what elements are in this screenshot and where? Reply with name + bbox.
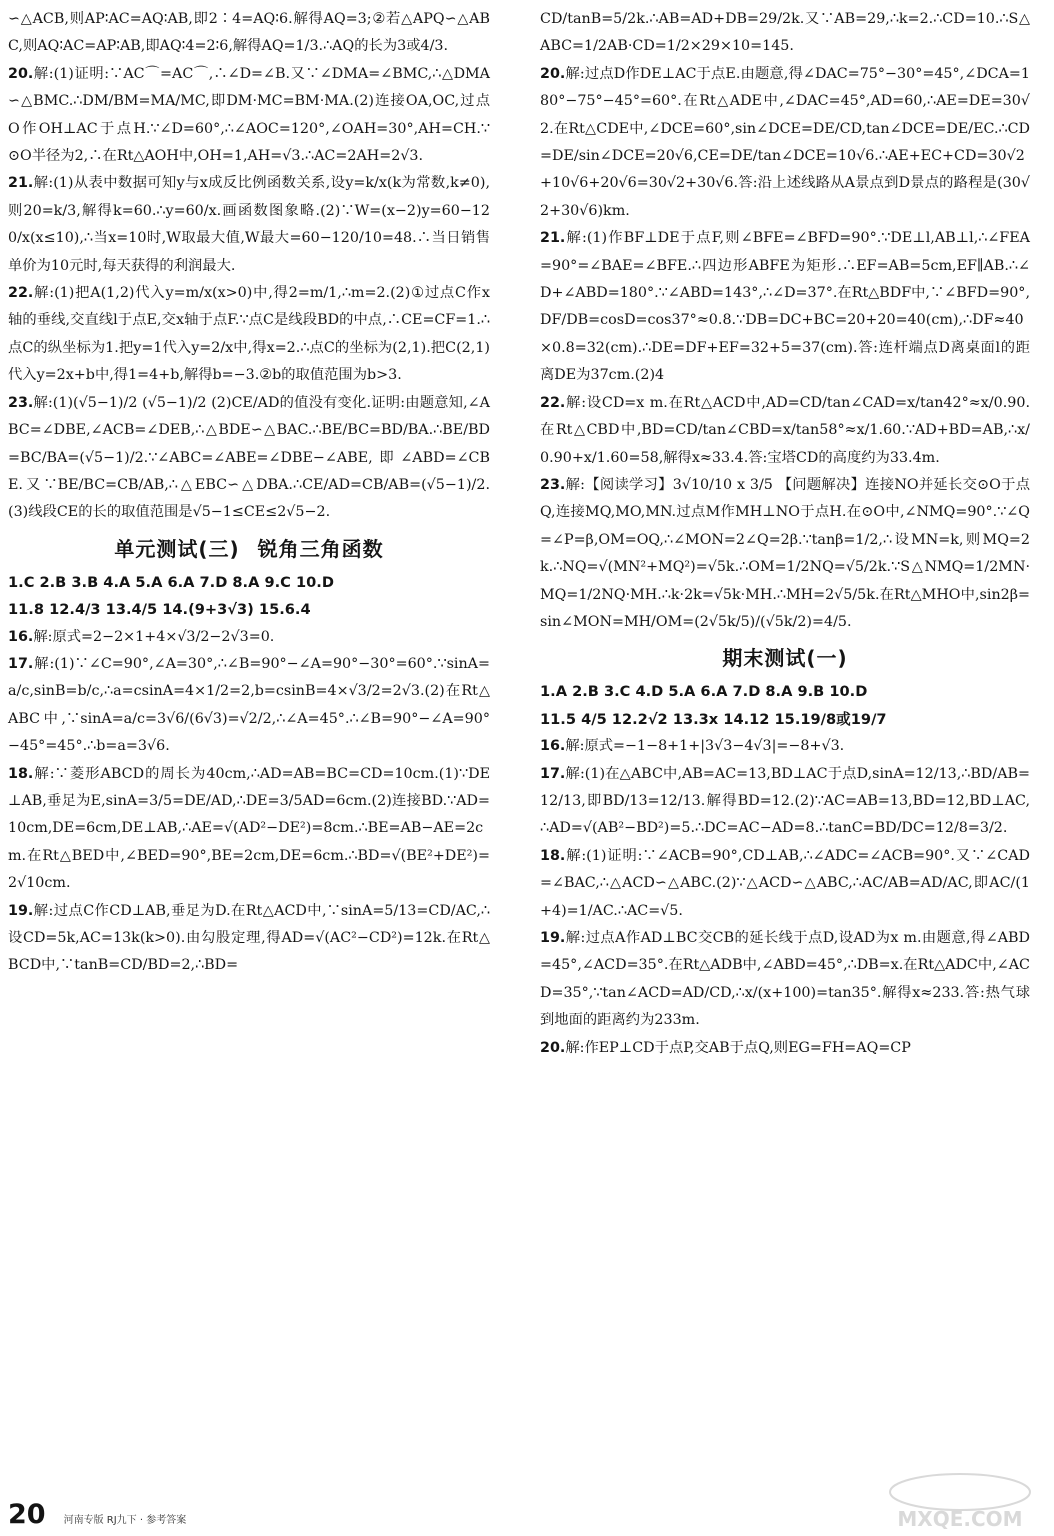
answer-paragraph — [8, 280, 490, 390]
question-number: 16. — [8, 628, 34, 645]
paragraph-text: 解:(1)证明:∵AC⌒=AC⌒,∴∠D=∠B.又∵∠DMA=∠BMC,∴△DMA∽△BMC.∴DM/BM=MA/MC,即DM·MC=BM·MA.(2)连接OA,OC,过点O作OH⊥AC于点H.∵∠D=60°,∴∠AOC=120°,∠OAH=30°,AH=CH.∵⊙O半径为2,∴在Rt△AOH中,OH=1,AH=√3.∴AC=2AH=2√3. — [8, 65, 490, 165]
answer-paragraph — [540, 733, 1030, 760]
watermark-text: MXQE.COM — [897, 1507, 1023, 1531]
answer-paragraph — [540, 925, 1030, 1035]
choice-answers-line: 1.A 2.B 3.C 4.D 5.A 6.A 7.D 8.A 9.B 10.D — [540, 683, 868, 701]
section-subtitle: 锐角三角函数 — [257, 536, 384, 561]
paragraph-text: CD/tanB=5/2k.∴AB=AD+DB=29/2k.又∵AB=29,∴k=2.∴CD=10.∴S△ABC=1/2AB·CD=1/2×29×10=145. — [540, 11, 1030, 55]
question-number: 20. — [540, 65, 566, 82]
answer-paragraph — [540, 472, 1030, 636]
question-number: 19. — [8, 902, 34, 919]
question-number: 20. — [8, 65, 34, 82]
paragraph-text: 解:原式=−1−8+1+|3√3−4√3|=−8+√3. — [565, 738, 845, 755]
fill-answers-line: 11.8 12.4/3 13.4/5 14.(9+3√3) 15.6.4 — [8, 601, 311, 619]
paragraph-text: 解:(1)在△ABC中,AB=AC=13,BD⊥AC于点D,sinA=12/13,∴BD/AB=12/13,即BD/13=12/13.解得BD=12.(2)∵AC=AB=13,BD=12,BD⊥AC,∴AD=√(AB²−BD²)=5.∴DC=AC−AD=8.∴tanC=BD/DC=12/8=3/2. — [540, 765, 1030, 837]
answer-paragraph — [8, 898, 490, 980]
question-number: 21. — [8, 175, 34, 192]
paragraph-text: 解:(1)(√5−1)/2 (√5−1)/2 (2)CE/AD的值没有变化.证明:由题意知,∠ABC=∠DBE,∠ACB=∠DEB,∴△BDE∽△BAC.∴BE/BC=BD/BA.∴BE/BD=BC/BA=(√5−1)/2.∵∠ABC=∠ABE=∠DBE−∠ABE,即∠ABD=∠CBE.又∵BE/BC=CB/AB,∴△EBC∽△DBA.∴CE/AD=CB/AB=(√5−1)/2.(3)线段CE的长的取值范围是√5−1≤CE≤2√5−2. — [8, 394, 490, 521]
paragraph-text: 解:(1)作BF⊥DE于点F,则∠BFE=∠BFD=90°.∵DE⊥l,AB⊥l,∴∠FEA=90°=∠BAE=∠BFE.∴四边形ABFE为矩形.∴EF=AB=5cm,EF∥AB.∴∠D+∠ABD=180°.∵∠ABD=143°,∴∠D=37°.在Rt△BDF中,∵∠BFD=90°,DF/DB=cosD=cos37°≈0.8.∵DB=DC+BC=20+20=40(cm),∴DF≈40×0.8=32(cm).∴DE=DF+EF=32+5=37(cm).答:连杆端点D离桌面l的距离DE为37cm.(2)4 — [540, 230, 1030, 384]
footer-text: 河南专版 RJ九下 · 参考答案 — [63, 1515, 187, 1526]
question-number: 21. — [540, 230, 566, 247]
question-number: 17. — [540, 765, 566, 782]
paragraph-text: 解:设CD=x m.在Rt△ACD中,AD=CD/tan∠CAD=x/tan42°≈x/0.90.在Rt△CBD中,BD=CD/tan∠CBD=x/tan58°≈x/1.60.∵AD+BD=AB,∴x/0.90+x/1.60=58,解得x≈33.4.答:宝塔CD的高度约为33.4m. — [540, 394, 1030, 466]
paragraph-text: 解:(1)证明:∵∠ACB=90°,CD⊥AB,∴∠ADC=∠ACB=90°.又∵∠CAD=∠BAC,∴△ACD∽△ABC.(2)∵△ACD∽△ABC,∴AC/AB=AD/AC,即AC/(1+4)=1/AC.∴AC=√5. — [540, 847, 1030, 919]
watermark-logo — [875, 1470, 1045, 1532]
answer-paragraph — [540, 6, 1030, 61]
paragraph-text: 解:过点D作DE⊥AC于点E.由题意,得∠DAC=75°−30°=45°,∠DCA=180°−75°−45°=60°.在Rt△ADE中,∠DAC=45°,AD=60,∴AE=DE=30√2.在Rt△CDE中,∠DCE=60°,sin∠DCE=DE/CD,tan∠DCE=DE/EC.∴CD=DE/sin∠DCE=20√6,CE=DE/tan∠DCE=10√6.∴AE+EC+CD=30√2+10√6+20√6=30√2+30√6.答:沿上述线路从A景点到D景点的路程是(30√2+30√6)km. — [540, 65, 1030, 219]
page-number: 20 — [8, 1499, 46, 1530]
answer-paragraph — [540, 1035, 1030, 1062]
paragraph-text: 解:(1)从表中数据可知y与x成反比例函数关系,设y=k/x(k为常数,k≠0),则20=k/3,解得k=60.∴y=60/x.画函数图象略.(2)∵W=(x−2)y=60−120/x(x≤10),∴当x=10时,W取最大值,W最大=60−120/10=48.∴当日销售单价为10元时,每天获得的利润最大. — [8, 175, 490, 274]
question-number: 16. — [540, 738, 566, 755]
answer-paragraph — [8, 61, 490, 171]
section-heading — [540, 638, 1030, 678]
answer-paragraph — [8, 6, 490, 61]
answer-paragraph — [8, 390, 490, 527]
paragraph-text: 解:【阅读学习】3√10/10 x 3/5 【问题解决】连接NO并延长交⊙O于点Q,连接MQ,MO,MN.过点M作MH⊥NO于点H.在⊙O中,∠NMQ=90°.∵∠Q=∠P=β,OM=OQ,∴∠MON=2∠Q=2β.∵tanβ=1/2,∴设MN=k,则MQ=2k.∴NQ=√(MN²+MQ²)=√5k.∴OM=1/2NQ=√5/2k.∵S△NMQ=1/2MN·MQ=1/2NQ·MH.∴k·2k=√5k·MH.∴MH=2√5/5k.在Rt△MHO中,sin2β=sin∠MON=MH/OM=(2√5k/5)/(√5k/2)=4/5. — [540, 476, 1030, 630]
paragraph-text: 解:过点A作AD⊥BC交CB的延长线于点D,设AD为x m.由题意,得∠ABD=45°,∠ACD=35°.在Rt△ADB中,∠ABD=45°,∴DB=x.在Rt△ADC中,∠ACD=35°,∵tan∠ACD=AD/CD,∴x/(x+100)=tan35°.解得x≈233.答:热气球到地面的距离约为233m. — [540, 930, 1030, 1029]
question-number: 17. — [8, 655, 34, 672]
question-number: 22. — [540, 394, 566, 411]
question-number: 18. — [540, 847, 566, 864]
paragraph-text: ∽△ACB,则AP∶AC=AQ∶AB,即2∶4=AQ∶6.解得AQ=3;②若△APQ∽△ABC,则AQ∶AC=AP∶AB,即AQ∶4=2∶6,解得AQ=1/3.∴AQ的长为3或4/3. — [8, 11, 490, 55]
answer-paragraph — [540, 61, 1030, 225]
paragraph-text: 解:(1)∵∠C=90°,∠A=30°,∴∠B=90°−∠A=90°−30°=60°.∵sinA=a/c,sinB=b/c,∴a=csinA=4×1/2=2,b=csinB=4×√3/2=2√3.(2)在Rt△ABC中,∵sinA=a/c=3√6/(6√3)=√2/2,∴∠A=45°.∴∠B=90°−∠A=90°−45°=45°.∴b=a=3√6. — [8, 655, 490, 755]
paragraph-text: 解:过点C作CD⊥AB,垂足为D.在Rt△ACD中,∵sinA=5/13=CD/AC,∴设CD=5k,AC=13k(k>0).由勾股定理,得AD=√(AC²−CD²)=12k.在Rt△BCD中,∵tanB=CD/BD=2,∴BD= — [8, 902, 490, 974]
question-number: 20. — [540, 1039, 566, 1056]
right-column — [540, 6, 1030, 1062]
answer-paragraph — [8, 170, 490, 280]
section-title: 单元测试(三) — [114, 536, 240, 561]
paragraph-text: 解:∵菱形ABCD的周长为40cm,∴AD=AB=BC=CD=10cm.(1)∵DE⊥AB,垂足为E,sinA=3/5=DE/AD,∴DE=3/5AD=6cm.(2)连接BD.∵AD=10cm,DE=6cm,DE⊥AB,∴AE=√(AD²−DE²)=8cm.∴BE=AB−AE=2cm.在Rt△BED中,∠BED=90°,BE=2cm,DE=6cm.∴BD=√(BE²+DE²)=2√10cm. — [8, 765, 490, 892]
question-number: 23. — [8, 394, 34, 411]
question-number: 23. — [540, 476, 566, 493]
answer-paragraph — [540, 390, 1030, 472]
section-heading — [8, 529, 490, 569]
answer-paragraph — [540, 225, 1030, 389]
answer-paragraph — [540, 843, 1030, 925]
paragraph-text: 解:(1)把A(1,2)代入y=m/x(x>0)中,得2=m/1,∴m=2.(2)①过点C作x轴的垂线,交直线l于点E,交x轴于点F.∵点C是线段BD的中点,∴CE=CF=1.∴点C的纵坐标为1.把y=1代入y=2/x中,得x=2.∴点C的坐标为(2,1).把C(2,1)代入y=2x+b中,得1=4+b,解得b=−3.②b的取值范围为b>3. — [8, 285, 490, 384]
paragraph-text: 解:作EP⊥CD于点P,交AB于点Q,则EG=FH=AQ=CP — [565, 1039, 911, 1056]
section-title: 期末测试(一) — [722, 646, 848, 671]
fill-answers-line: 11.5 4/5 12.2√2 13.3x 14.12 15.19/8或19/7 — [540, 710, 887, 728]
left-column — [8, 6, 490, 980]
paragraph-text: 解:原式=2−2×1+4×√3/2−2√3=0. — [33, 628, 275, 645]
answer-paragraph — [540, 761, 1030, 843]
choice-answers-line: 1.C 2.B 3.B 4.A 5.A 6.A 7.D 8.A 9.C 10.D — [8, 573, 334, 591]
page-footer — [8, 1500, 186, 1530]
question-number: 18. — [8, 765, 34, 782]
answer-paragraph — [8, 624, 490, 651]
question-number: 22. — [8, 285, 34, 302]
answer-paragraph — [8, 761, 490, 898]
answer-paragraph — [8, 651, 490, 761]
question-number: 19. — [540, 930, 566, 946]
